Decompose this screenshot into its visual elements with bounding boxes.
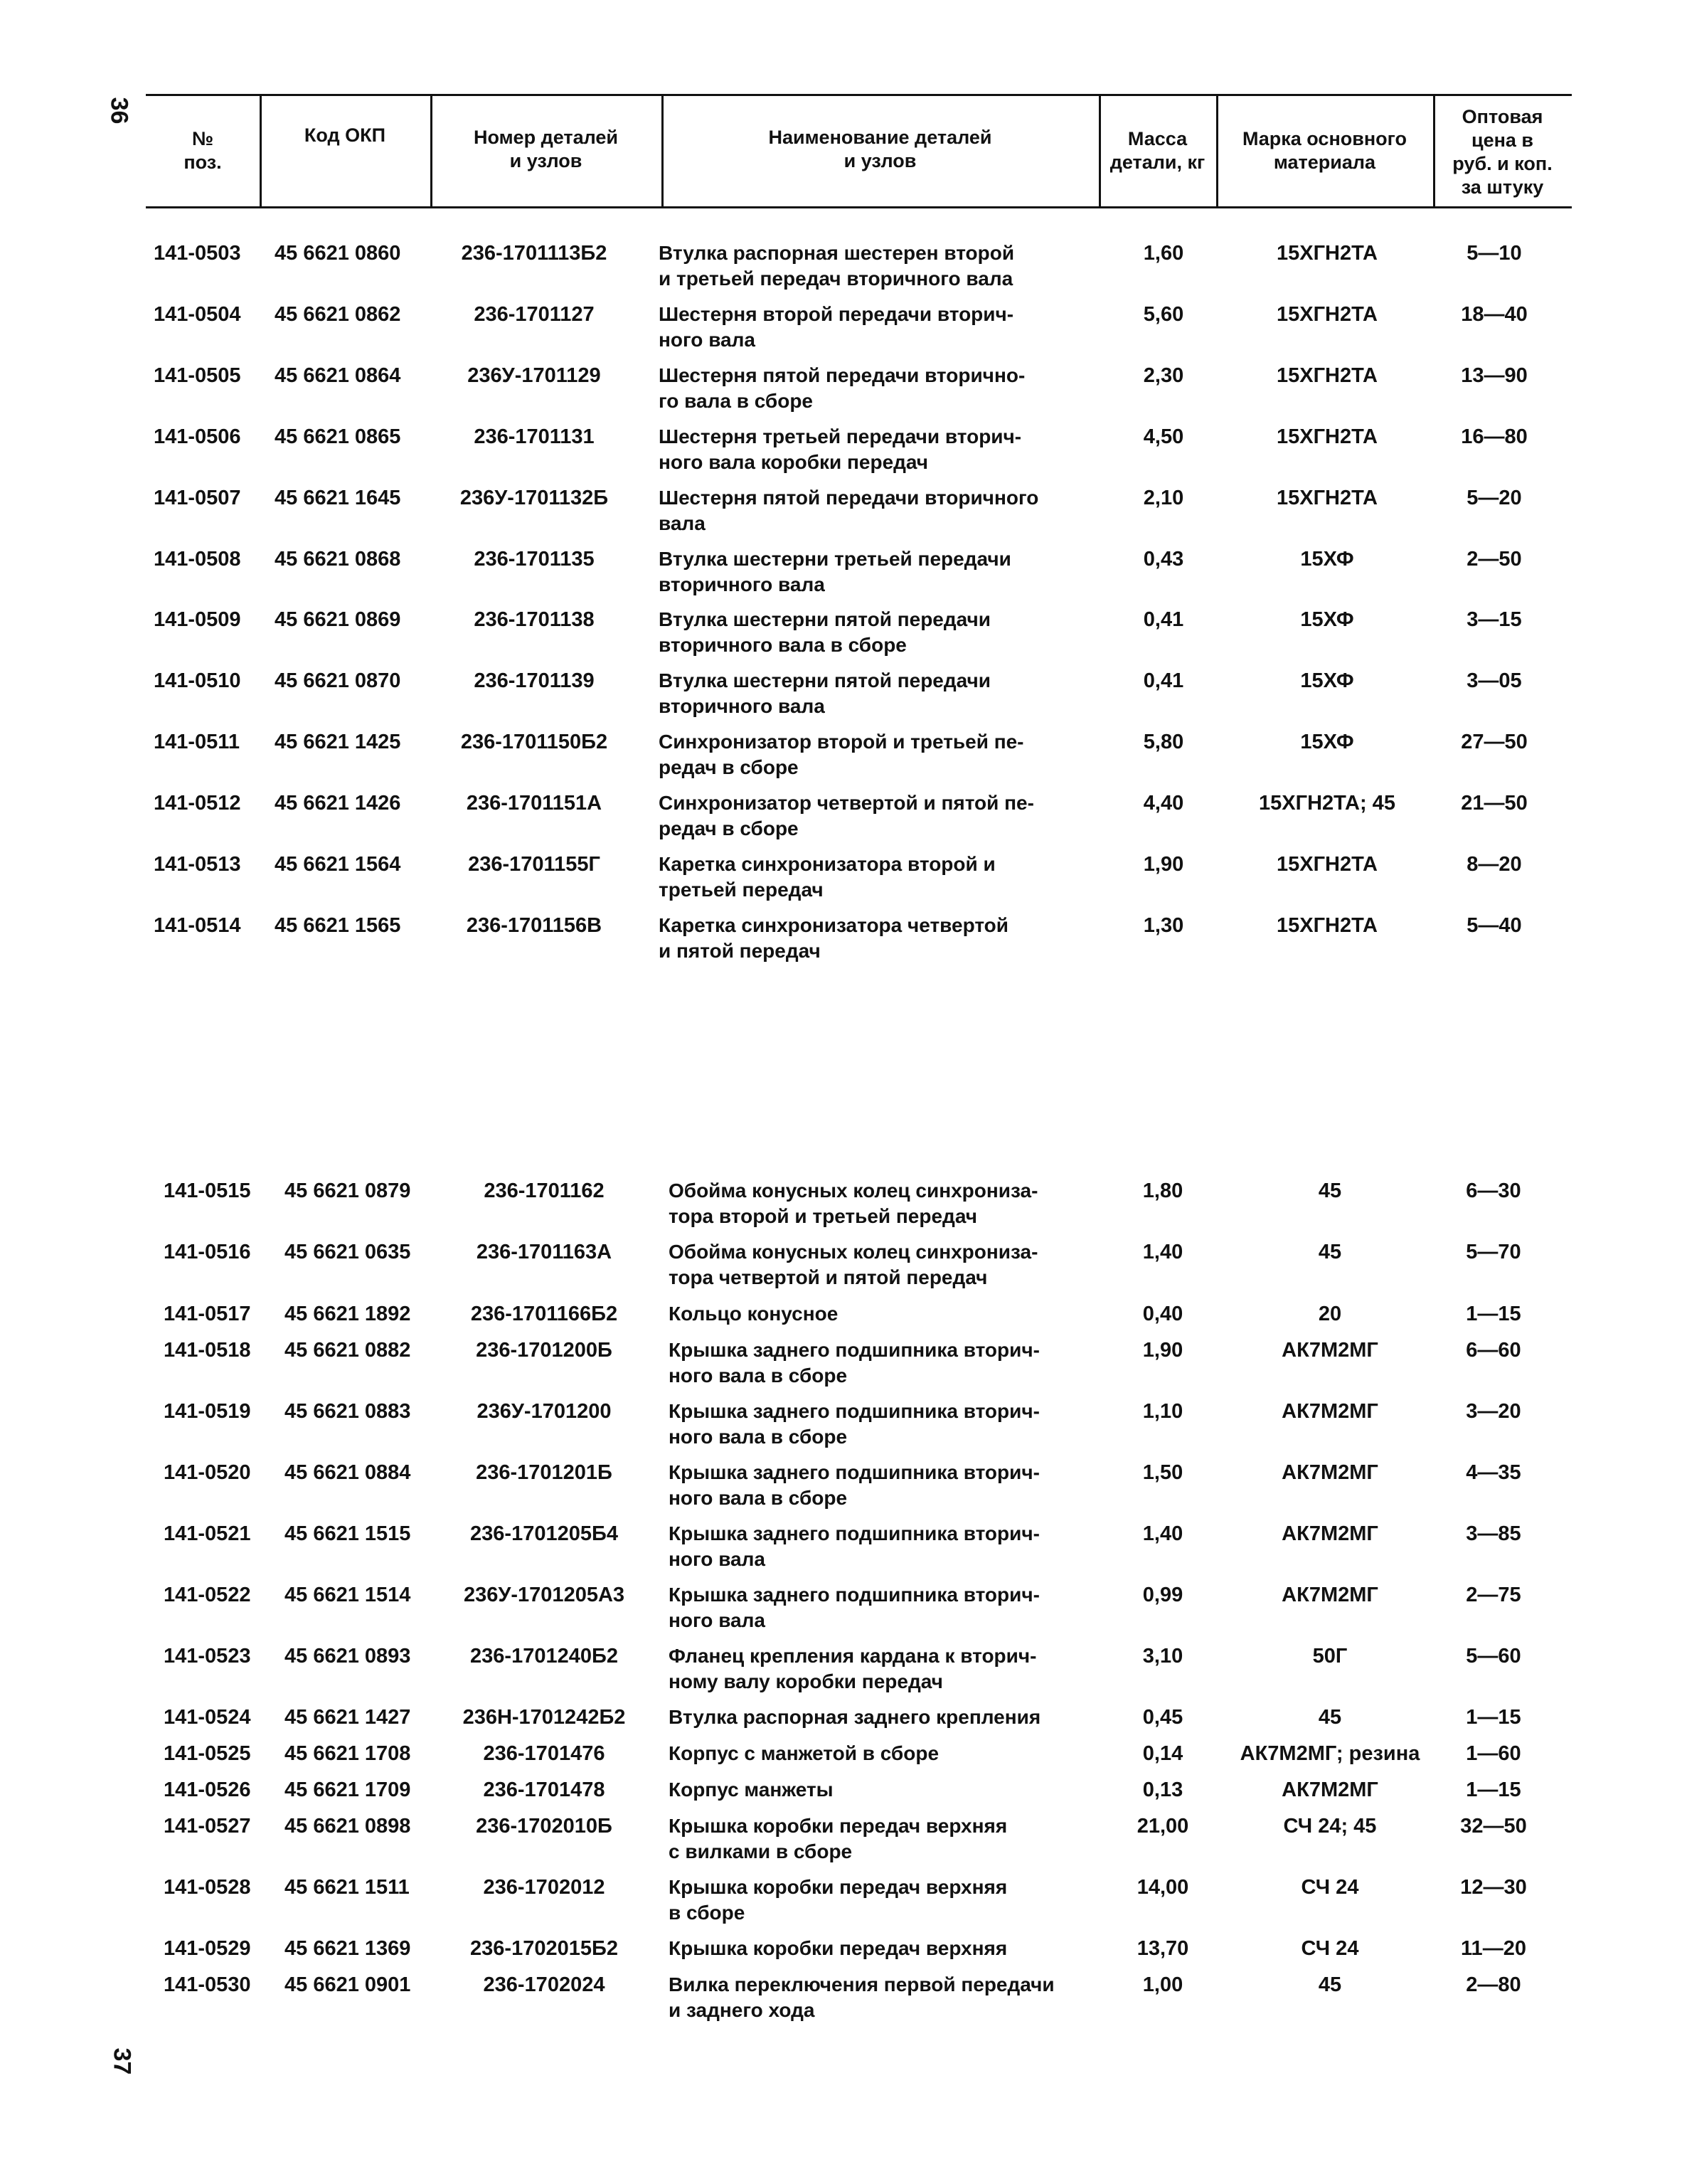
row-material: 15ХГН2ТА; 45 (1259, 792, 1395, 815)
row-number: 236-1701162 (484, 1180, 605, 1202)
row-material: 45 (1318, 1706, 1342, 1729)
row-pos: 141-0517 (164, 1303, 251, 1325)
row-price: 11—20 (1461, 1937, 1526, 1960)
row-price: 3—05 (1467, 669, 1522, 692)
row-pos: 141-0519 (164, 1400, 251, 1423)
row-code: 45 6621 0869 (275, 608, 401, 631)
row-pos: 141-0529 (164, 1937, 251, 1960)
row-pos: 141-0509 (154, 608, 241, 631)
row-price: 3—20 (1466, 1400, 1521, 1423)
row-price: 5—40 (1467, 914, 1522, 937)
row-code: 45 6621 1709 (284, 1779, 411, 1801)
row-mass: 3,10 (1142, 1645, 1183, 1668)
row-material: АК7М2МГ (1282, 1400, 1378, 1423)
row-code: 45 6621 0883 (284, 1400, 411, 1423)
row-material: АК7М2МГ (1282, 1522, 1378, 1545)
row-name: Крышка заднего подшипника вторич- ного вала (669, 1522, 1040, 1570)
row-number: 236-1701240Б2 (470, 1645, 618, 1668)
row-mass: 21,00 (1137, 1815, 1189, 1838)
row-name: Крышка коробки передач верхняя в сборе (669, 1876, 1008, 1924)
row-number: 236-1701135 (474, 548, 595, 571)
row-pos: 141-0527 (164, 1815, 251, 1838)
row-pos: 141-0518 (164, 1339, 251, 1362)
row-code: 45 6621 0882 (284, 1339, 411, 1362)
row-number: 236-1701166Б2 (470, 1303, 618, 1325)
row-mass: 0,43 (1143, 548, 1184, 571)
row-name: Втулка распорная заднего крепления (669, 1706, 1041, 1728)
column-header-name: Наименование деталей и узлов (768, 127, 992, 171)
row-price: 5—10 (1467, 242, 1522, 265)
header-divider (260, 94, 262, 208)
row-code: 45 6621 1565 (275, 914, 401, 937)
row-pos: 141-0524 (164, 1706, 251, 1729)
row-material: 15ХФ (1300, 548, 1354, 571)
row-mass: 14,00 (1137, 1876, 1189, 1899)
row-material: 15ХФ (1300, 731, 1354, 753)
row-code: 45 6621 1511 (284, 1876, 410, 1899)
row-code: 45 6621 0864 (275, 364, 401, 387)
row-name: Синхронизатор второй и третьей пе- редач в сборе (659, 731, 1024, 778)
row-pos: 141-0503 (154, 242, 241, 265)
row-price: 4—35 (1466, 1461, 1521, 1484)
row-code: 45 6621 1425 (275, 731, 401, 753)
row-code: 45 6621 1645 (275, 487, 401, 509)
row-name: Каретка синхронизатора второй и третьей передач (659, 853, 996, 901)
row-material: 45 (1318, 1180, 1342, 1202)
row-mass: 0,41 (1143, 669, 1184, 692)
row-number: 236-1701478 (483, 1779, 605, 1801)
column-header-code: Код ОКП (304, 124, 386, 146)
row-number: 236-1701200Б (476, 1339, 612, 1362)
row-name: Корпус манжеты (669, 1779, 834, 1801)
row-material: АК7М2МГ (1282, 1584, 1378, 1606)
row-code: 45 6621 1426 (275, 792, 401, 815)
row-material: АК7М2МГ (1282, 1461, 1378, 1484)
row-mass: 4,40 (1143, 792, 1184, 815)
row-price: 1—15 (1466, 1303, 1521, 1325)
row-pos: 141-0510 (154, 669, 241, 692)
row-code: 45 6621 1427 (284, 1706, 411, 1729)
page-number-bottom: 37 (108, 2047, 136, 2075)
row-pos: 141-0516 (164, 1241, 251, 1263)
row-number: 236-1701205Б4 (470, 1522, 618, 1545)
row-number: 236У-1701200 (477, 1400, 612, 1423)
row-code: 45 6621 0868 (275, 548, 401, 571)
row-name: Крышка заднего подшипника вторич- ного вала в сборе (669, 1461, 1040, 1509)
row-name: Шестерня пятой передачи вторично- го вала в сборе (659, 364, 1026, 412)
row-number: 236Н-1701242Б2 (462, 1706, 626, 1729)
row-pos: 141-0511 (154, 731, 240, 753)
row-mass: 1,10 (1142, 1400, 1183, 1423)
row-material: 15ХГН2ТА (1277, 364, 1378, 387)
row-mass: 0,13 (1142, 1779, 1183, 1801)
row-number: 236У-1701129 (467, 364, 601, 387)
row-name: Втулка распорная шестерен второй и третьей передач вторичного вала (659, 242, 1015, 290)
row-material: 15ХФ (1300, 608, 1354, 631)
row-pos: 141-0512 (154, 792, 241, 815)
row-pos: 141-0530 (164, 1973, 251, 1996)
row-code: 45 6621 0884 (284, 1461, 411, 1484)
row-material: 15ХГН2ТА (1277, 425, 1378, 448)
row-material: АК7М2МГ (1282, 1779, 1378, 1801)
row-pos: 141-0504 (154, 303, 241, 326)
column-header-material: Марка основного материала (1242, 128, 1407, 173)
row-pos: 141-0515 (164, 1180, 251, 1202)
row-name: Крышка заднего подшипника вторич- ного вала (669, 1584, 1040, 1631)
row-mass: 13,70 (1137, 1937, 1189, 1960)
column-header-price: Оптовая цена в руб. и коп. за штуку (1452, 105, 1553, 198)
row-mass: 0,41 (1143, 608, 1184, 631)
row-code: 45 6621 0860 (275, 242, 401, 265)
column-header-mass: Масса детали, кг (1109, 128, 1205, 173)
header-bottom-rule (146, 206, 1572, 208)
row-pos: 141-0507 (154, 487, 241, 509)
row-number: 236-1701151А (466, 792, 602, 815)
row-code: 45 6621 1515 (284, 1522, 411, 1545)
row-pos: 141-0513 (154, 853, 241, 876)
row-material: СЧ 24 (1301, 1876, 1359, 1899)
row-price: 27—50 (1461, 731, 1528, 753)
row-material: СЧ 24 (1301, 1937, 1359, 1960)
row-name: Обойма конусных колец синхрониза- тора четвертой и пятой передач (669, 1241, 1038, 1288)
row-mass: 0,45 (1142, 1706, 1183, 1729)
row-mass: 1,90 (1142, 1339, 1183, 1362)
row-mass: 0,99 (1142, 1584, 1183, 1606)
row-pos: 141-0521 (164, 1522, 251, 1545)
row-pos: 141-0508 (154, 548, 241, 571)
row-material: 15ХГН2ТА (1277, 242, 1378, 265)
row-price: 2—50 (1467, 548, 1522, 571)
row-material: 45 (1318, 1241, 1342, 1263)
row-price: 1—15 (1466, 1779, 1521, 1801)
row-pos: 141-0528 (164, 1876, 251, 1899)
row-material: 50Г (1312, 1645, 1348, 1668)
row-number: 236-1702012 (483, 1876, 605, 1899)
row-mass: 1,00 (1142, 1973, 1183, 1996)
row-price: 21—50 (1461, 792, 1528, 815)
row-price: 18—40 (1461, 303, 1528, 326)
row-name: Крышка заднего подшипника вторич- ного вала в сборе (669, 1339, 1040, 1387)
row-name: Обойма конусных колец синхрониза- тора второй и третьей передач (669, 1180, 1038, 1227)
row-mass: 4,50 (1143, 425, 1184, 448)
row-price: 1—60 (1466, 1742, 1521, 1765)
row-price: 13—90 (1461, 364, 1528, 387)
row-number: 236-1701127 (474, 303, 595, 326)
row-mass: 0,40 (1142, 1303, 1183, 1325)
row-code: 45 6621 1564 (275, 853, 401, 876)
row-code: 45 6621 1369 (284, 1937, 411, 1960)
row-pos: 141-0523 (164, 1645, 251, 1668)
row-material: АК7М2МГ; резина (1240, 1742, 1420, 1765)
row-name: Синхронизатор четвертой и пятой пе- редач в сборе (659, 792, 1034, 839)
page-number-top: 36 (105, 97, 133, 124)
row-number: 236-1701150Б2 (460, 731, 608, 753)
row-mass: 5,80 (1143, 731, 1184, 753)
row-code: 45 6621 0870 (275, 669, 401, 692)
row-number: 236У-1701132Б (459, 487, 609, 509)
row-mass: 2,30 (1143, 364, 1184, 387)
row-mass: 1,40 (1142, 1522, 1183, 1545)
row-number: 236-1701163А (476, 1241, 612, 1263)
row-material: 15ХГН2ТА (1277, 914, 1378, 937)
row-number: 236-1701156В (466, 914, 602, 937)
row-name: Шестерня второй передачи вторич- ного вала (659, 303, 1014, 351)
row-name: Фланец крепления кардана к вторич- ному валу коробки передач (669, 1645, 1037, 1692)
row-price: 1—15 (1466, 1706, 1521, 1729)
row-price: 12—30 (1460, 1876, 1527, 1899)
row-mass: 1,40 (1142, 1241, 1183, 1263)
row-price: 6—60 (1466, 1339, 1521, 1362)
header-top-rule (146, 94, 1572, 96)
row-number: 236-1701155Г (468, 853, 600, 876)
row-number: 236-1701476 (483, 1742, 605, 1765)
row-code: 45 6621 1514 (284, 1584, 411, 1606)
row-price: 16—80 (1461, 425, 1528, 448)
row-price: 5—20 (1467, 487, 1522, 509)
row-material: 15ХФ (1300, 669, 1354, 692)
row-price: 3—15 (1467, 608, 1522, 631)
row-code: 45 6621 0862 (275, 303, 401, 326)
row-number: 236-1702015Б2 (470, 1937, 618, 1960)
row-code: 45 6621 0901 (284, 1973, 411, 1996)
row-mass: 1,80 (1142, 1180, 1183, 1202)
row-pos: 141-0506 (154, 425, 241, 448)
row-material: 15ХГН2ТА (1277, 303, 1378, 326)
row-number: 236-1701201Б (476, 1461, 612, 1484)
row-name: Втулка шестерни третьей передачи вторичного вала (659, 548, 1011, 595)
row-number: 236-1702010Б (476, 1815, 612, 1838)
row-price: 3—85 (1466, 1522, 1521, 1545)
row-price: 2—75 (1466, 1584, 1521, 1606)
row-pos: 141-0522 (164, 1584, 251, 1606)
row-number: 236-1701138 (474, 608, 595, 631)
row-mass: 5,60 (1143, 303, 1184, 326)
row-name: Втулка шестерни пятой передачи вторичного вала в сборе (659, 608, 991, 656)
column-header-pos: № поз. (183, 128, 222, 173)
row-name: Крышка заднего подшипника вторич- ного вала в сборе (669, 1400, 1040, 1448)
row-material: СЧ 24; 45 (1283, 1815, 1377, 1838)
row-number: 236-1701131 (474, 425, 595, 448)
row-code: 45 6621 0879 (284, 1180, 411, 1202)
row-number: 236У-1701205А3 (463, 1584, 625, 1606)
row-material: 45 (1318, 1973, 1342, 1996)
row-mass: 0,14 (1142, 1742, 1183, 1765)
row-code: 45 6621 0893 (284, 1645, 411, 1668)
row-mass: 1,30 (1143, 914, 1184, 937)
row-material: АК7М2МГ (1282, 1339, 1378, 1362)
row-material: 15ХГН2ТА (1277, 487, 1378, 509)
row-mass: 1,60 (1143, 242, 1184, 265)
row-price: 2—80 (1466, 1973, 1521, 1996)
row-number: 236-1702024 (483, 1973, 605, 1996)
row-number: 236-1701139 (474, 669, 595, 692)
row-name: Корпус с манжетой в сборе (669, 1742, 940, 1764)
row-pos: 141-0514 (154, 914, 241, 937)
row-name: Каретка синхронизатора четвертой и пятой передач (659, 914, 1008, 962)
row-code: 45 6621 1708 (284, 1742, 411, 1765)
row-name: Вилка переключения первой передачи и заднего хода (669, 1973, 1055, 2021)
row-mass: 2,10 (1143, 487, 1184, 509)
row-code: 45 6621 0865 (275, 425, 401, 448)
row-price: 5—70 (1466, 1241, 1521, 1263)
row-code: 45 6621 1892 (284, 1303, 411, 1325)
row-number: 236-1701113Б2 (461, 242, 607, 265)
row-pos: 141-0525 (164, 1742, 251, 1765)
row-material: 20 (1318, 1303, 1342, 1325)
row-pos: 141-0505 (154, 364, 241, 387)
row-name: Крышка коробки передач верхняя (669, 1937, 1008, 1959)
row-price: 6—30 (1466, 1180, 1521, 1202)
row-code: 45 6621 0898 (284, 1815, 411, 1838)
row-price: 8—20 (1467, 853, 1522, 876)
row-name: Шестерня третьей передачи вторич- ного вала коробки передач (659, 425, 1022, 473)
row-pos: 141-0520 (164, 1461, 251, 1484)
column-header-number: Номер деталей и узлов (473, 127, 619, 171)
row-mass: 1,50 (1142, 1461, 1183, 1484)
row-price: 32—50 (1460, 1815, 1527, 1838)
row-price: 5—60 (1466, 1645, 1521, 1668)
row-mass: 1,90 (1143, 853, 1184, 876)
row-name: Втулка шестерни пятой передачи вторичного вала (659, 669, 991, 717)
row-code: 45 6621 0635 (284, 1241, 411, 1263)
row-material: 15ХГН2ТА (1277, 853, 1378, 876)
row-pos: 141-0526 (164, 1779, 251, 1801)
row-name: Шестерня пятой передачи вторичного вала (659, 487, 1039, 534)
row-name: Кольцо конусное (669, 1303, 839, 1325)
row-name: Крышка коробки передач верхняя с вилками в сборе (669, 1815, 1008, 1862)
